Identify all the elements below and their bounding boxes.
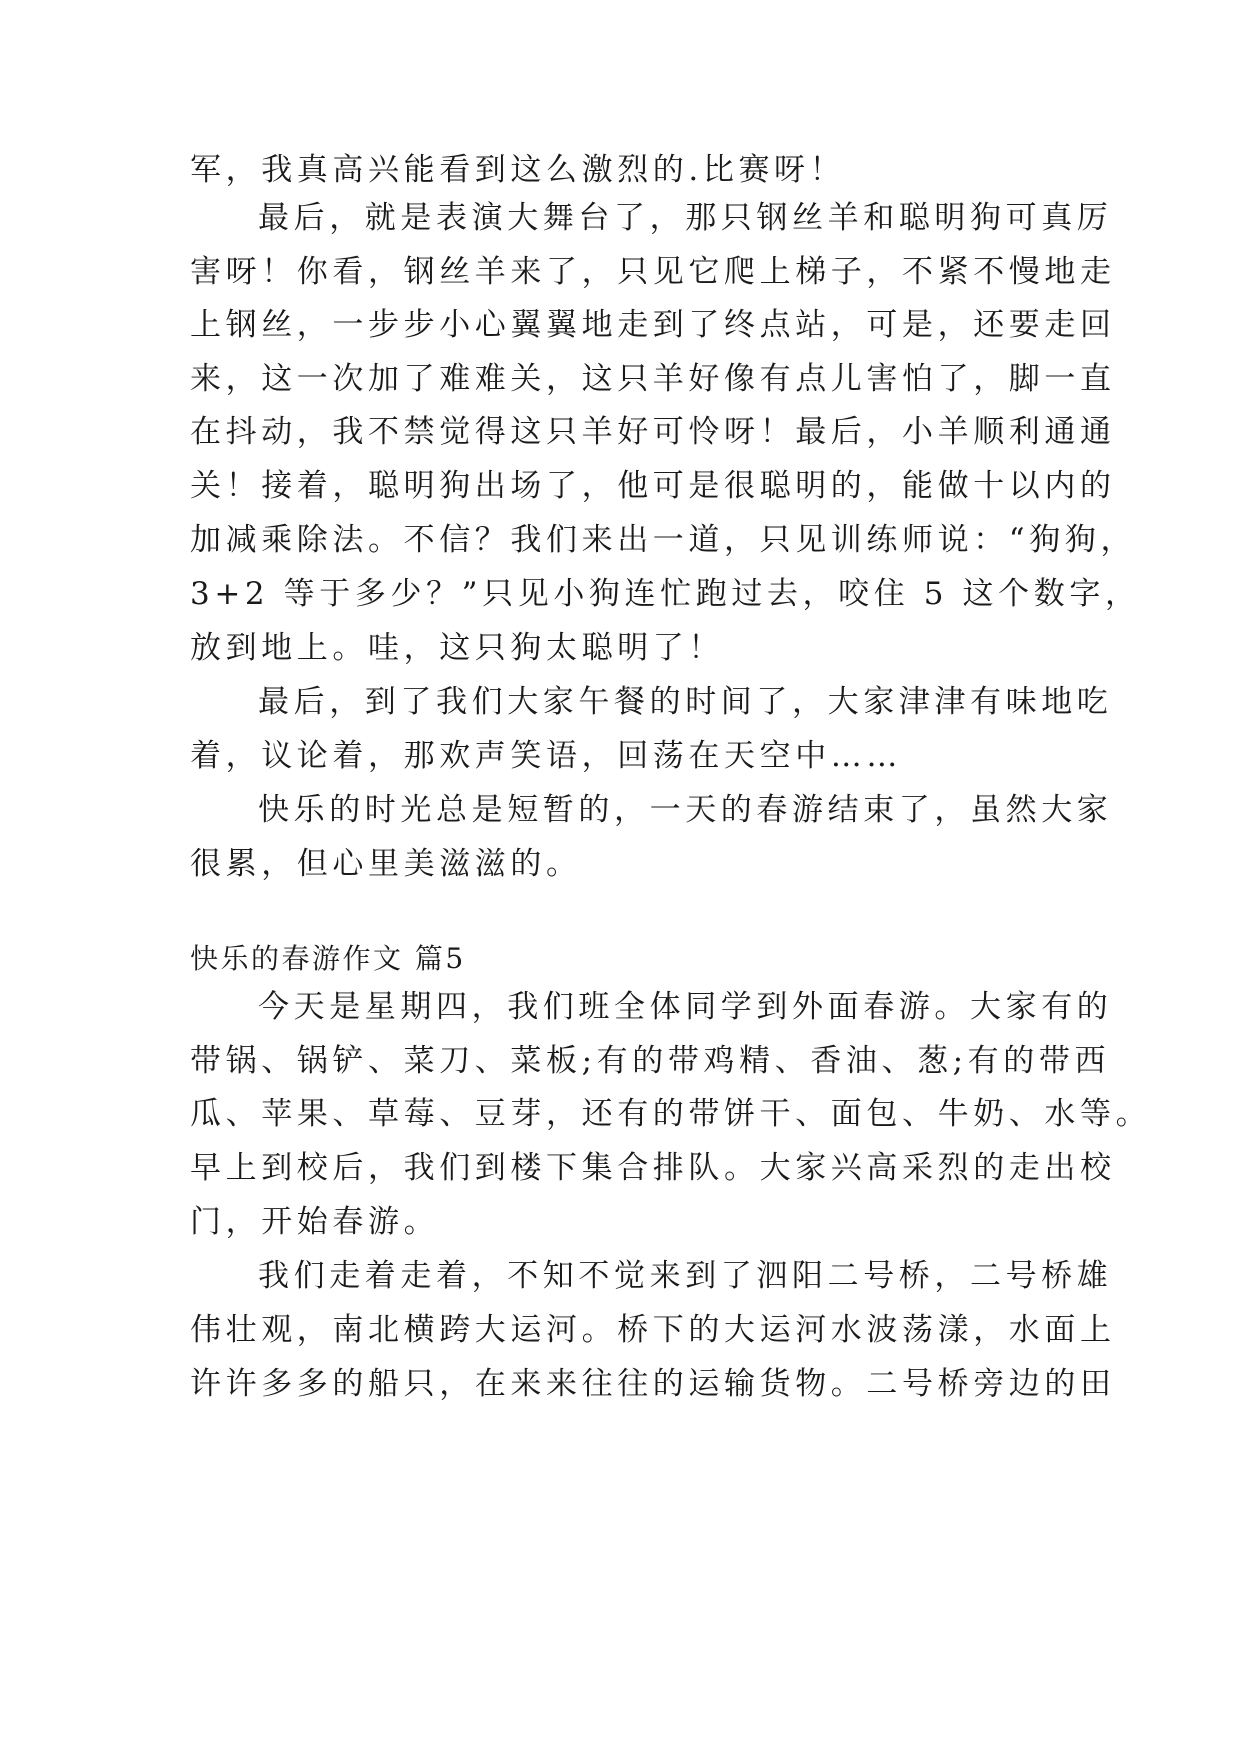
text-line: 在抖动，我不禁觉得这只羊好可怜呀！最后，小羊顺利通通: [190, 414, 1116, 450]
paragraph-start-line: 今天是星期四，我们班全体同学到外面春游。大家有的: [258, 989, 1113, 1025]
section-heading: 快乐的春游作文 篇5: [190, 942, 466, 975]
text-line: 很累，但心里美滋滋的。: [190, 846, 582, 882]
text-line: 害呀！你看，钢丝羊来了，只见它爬上梯子，不紧不慢地走: [190, 254, 1116, 290]
text-line: 早上到校后，我们到楼下集合排队。大家兴高采烈的走出校: [190, 1150, 1116, 1186]
text-line: 许许多多的船只，在来来往往的运输货物。二号桥旁边的田: [190, 1366, 1116, 1402]
text-line: 关！接着，聪明狗出场了，他可是很聪明的，能做十以内的: [190, 468, 1116, 504]
text-line: 加减乘除法。不信？我们来出一道，只见训练师说：“狗狗，: [190, 522, 1137, 558]
paragraph-start-line: 快乐的时光总是短暂的，一天的春游结束了，虽然大家: [258, 792, 1113, 828]
text-line: 瓜、苹果、草莓、豆芽，还有的带饼干、面包、牛奶、水等。: [190, 1096, 1152, 1132]
text-line: 着，议论着，那欢声笑语，回荡在天空中……: [190, 738, 902, 774]
paragraph-start-line: 最后，到了我们大家午餐的时间了，大家津津有味地吃: [258, 684, 1113, 720]
text-line: 放到地上。哇，这只狗太聪明了！: [190, 630, 724, 666]
paragraph-start-line: 最后，就是表演大舞台了，那只钢丝羊和聪明狗可真厉: [258, 200, 1113, 236]
text-line: 军，我真高兴能看到这么激烈的.比赛呀！: [190, 152, 846, 188]
text-line: 门，开始春游。: [190, 1204, 440, 1240]
text-line: 3+2 等于多少？”只见小狗连忙跑过去，咬住 5 这个数字，: [190, 576, 1141, 612]
text-line: 伟壮观，南北横跨大运河。桥下的大运河水波荡漾，水面上: [190, 1312, 1116, 1348]
paragraph-start-line: 我们走着走着，不知不觉来到了泗阳二号桥，二号桥雄: [258, 1258, 1113, 1294]
text-line: 带锅、锅铲、菜刀、菜板;有的带鸡精、香油、葱;有的带西: [190, 1043, 1111, 1079]
text-line: 来，这一次加了难难关，这只羊好像有点儿害怕了，脚一直: [190, 361, 1116, 397]
text-line: 上钢丝，一步步小心翼翼地走到了终点站，可是，还要走回: [190, 307, 1116, 343]
